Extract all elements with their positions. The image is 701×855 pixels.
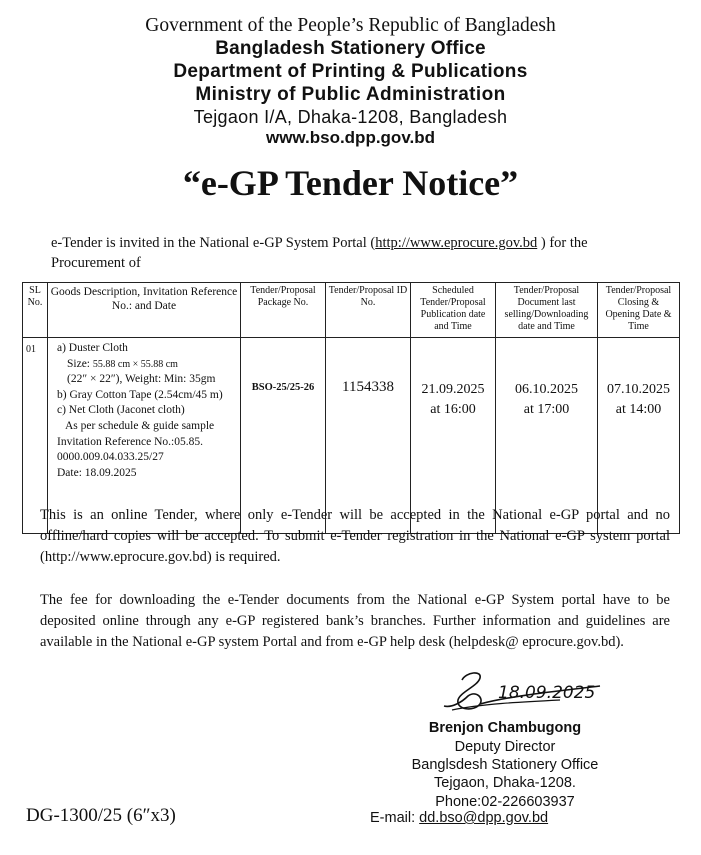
header-id: Tender/Proposal ID No. xyxy=(326,283,411,338)
cell-id: 1154338 xyxy=(326,338,411,534)
fee-paragraph: The fee for downloading the e-Tender documents from the National e-GP System portal have to be deposited online through any e-GP registered bank’s branches. Further information and guidelines are available in the National e-GP system Portal and from e-GP help desk (helpdesk@ eprocure.gov.bd). xyxy=(40,592,670,650)
signatory-name: Brenjon Chambugong xyxy=(428,720,582,736)
publication-date: 21.09.2025 xyxy=(421,382,485,397)
desc-reference: Invitation Reference No.:05.85. xyxy=(57,435,203,448)
header-publication: Scheduled Tender/Proposal Publication date and Time xyxy=(411,283,496,338)
email-link[interactable]: dd.bso@dpp.gov.bd xyxy=(419,810,549,826)
signatory-phone: Phone:02-226603937 xyxy=(435,794,575,810)
footer-code: DG-1300/25 (6″x3) xyxy=(26,805,176,826)
header-package: Tender/Proposal Package No. xyxy=(241,283,326,338)
table-header-row xyxy=(23,283,680,338)
header-address: Tejgaon I/A, Dhaka-1208, Bangladesh xyxy=(193,107,508,127)
signatory-designation: Deputy Director xyxy=(454,739,556,755)
header-government: Government of the People’s Republic of Bangladesh xyxy=(145,15,556,36)
selling-time: at 17:00 xyxy=(523,402,570,417)
desc-item-a: a) Duster Cloth xyxy=(57,342,128,354)
intro-text: e-Tender is invited in the National e-GP System Portal ( xyxy=(51,235,376,251)
desc-size-label: Size: xyxy=(67,357,93,370)
tender-table xyxy=(22,282,680,534)
desc-size xyxy=(57,357,238,373)
header-description: Goods Description, Invitation Reference No.: and Date xyxy=(48,283,241,338)
desc-weight: (22″ × 22″), Weight: Min: 35gm xyxy=(67,373,216,386)
cell-package: BSO-25/25-26 xyxy=(241,338,326,534)
eprocure-link[interactable]: http://www.eprocure.gov.bd xyxy=(375,235,538,251)
header-sl: SL No. xyxy=(23,283,48,338)
signatory-office: Banglsdesh Stationery Office xyxy=(411,757,599,773)
desc-size-value: 55.88 cm × 55.88 cm xyxy=(92,358,178,370)
header-closing: Tender/Proposal Closing & Opening Date & Time xyxy=(598,283,680,338)
cell-sl: 01 xyxy=(23,338,48,534)
header-selling: Tender/Proposal Document last selling/Downloading date and Time xyxy=(496,283,598,338)
desc-date: Date: 18.09.2025 xyxy=(57,466,137,479)
desc-item-b: b) Gray Cotton Tape (2.54cm/45 m) xyxy=(57,388,223,401)
closing-date: 07.10.2025 xyxy=(607,382,670,397)
signature-date: 18.09.2025 xyxy=(498,683,596,703)
closing-time: at 14:00 xyxy=(615,402,662,417)
selling-date: 06.10.2025 xyxy=(515,382,578,397)
desc-item-c: c) Net Cloth (Jaconet cloth) xyxy=(57,404,185,417)
header-ministry: Ministry of Public Administration xyxy=(195,84,506,105)
handwritten-signature xyxy=(440,666,610,718)
publication-time: at 16:00 xyxy=(430,402,476,417)
header-website[interactable]: www.bso.dpp.gov.bd xyxy=(265,128,436,147)
header-department: Department of Printing & Publications xyxy=(173,61,528,82)
signatory-email xyxy=(370,810,548,826)
header-office: Bangladesh Stationery Office xyxy=(215,38,486,59)
online-tender-paragraph: This is an online Tender, where only e-Tender will be accepted in the National e-GP portal and no offline/hard copies will be accepted. To submit e-Tender registration in the National e-GP system portal (http://www.eprocure.gov.bd) is required. xyxy=(40,507,670,565)
desc-schedule-note: As per schedule & guide sample xyxy=(65,419,215,432)
signatory-address: Tejgaon, Dhaka-1208. xyxy=(434,775,576,791)
desc-reference-cont: 0000.009.04.033.25/27 xyxy=(57,451,164,464)
intro-text-end: ) for the Procurement of xyxy=(51,235,588,271)
notice-title: “e-GP Tender Notice” xyxy=(182,163,519,203)
email-label: E-mail: xyxy=(370,810,420,826)
intro-paragraph xyxy=(51,233,661,273)
